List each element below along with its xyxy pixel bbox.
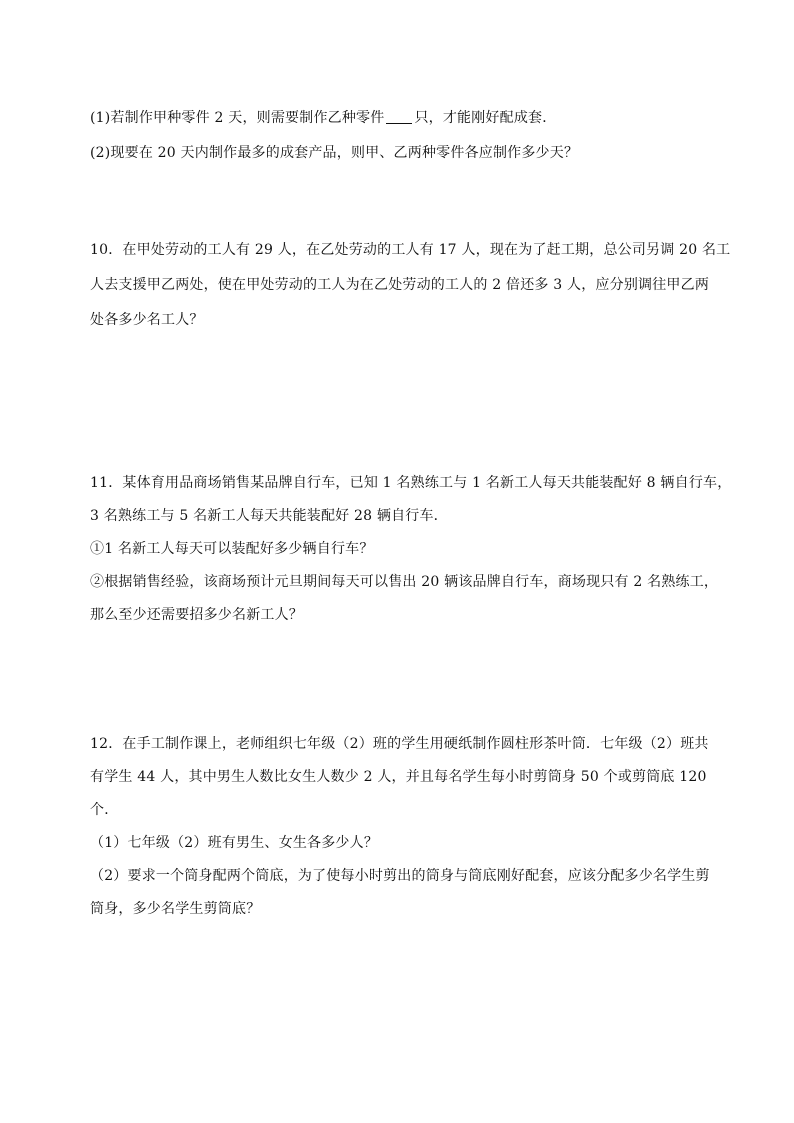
q12-line4: （1）七年级（2）班有男生、女生各多少人？ — [90, 835, 379, 851]
q12-line3: 个． — [90, 802, 119, 818]
q11-line4: ②根据销售经验，该商场预计元旦期间每天可以售出 20 辆该品牌自行车，商场现只有 2 名熟练工， — [90, 574, 719, 590]
q12-line6: 筒身，多少名学生剪筒底？ — [90, 901, 261, 917]
q11-line5: 那么至少还需要招多少名新工人？ — [90, 607, 303, 623]
q11-line2: 3 名熟练工与 5 名新工人每天共能装配好 28 辆自行车． — [90, 508, 448, 524]
q9-part2: (2)现要在 20 天内制作最多的成套产品，则甲、乙两种零件各应制作多少天？ — [90, 145, 579, 161]
q9-part1-after: 只，才能刚好配成套． — [414, 110, 557, 126]
q11-line3: ①1 名新工人每天可以装配好多少辆自行车？ — [90, 541, 374, 557]
q10-line1: 10．在甲处劳动的工人有 29 人，在乙处劳动的工人有 17 人，现在为了赶工期，总公司另调 20 名工 — [90, 242, 731, 258]
q12-line2: 有学生 44 人，其中男生人数比女生人数少 2 人，并且每名学生每小时剪筒身 50 个或剪筒底 120 — [90, 769, 707, 785]
q9-part1-before: (1)若制作甲种零件 2 天，则需要制作乙种零件 — [90, 110, 385, 126]
answer-blank[interactable] — [386, 109, 412, 124]
q9-part1 — [90, 108, 710, 128]
q12-line5: （2）要求一个筒身配两个筒底，为了使每小时剪出的筒身与筒底刚好配套，应该分配多少名学生剪 — [90, 868, 710, 884]
q11-line1: 11．某体育用品商场销售某品牌自行车，已知 1 名熟练工与 1 名新工人每天共能装配好 8 辆自行车， — [90, 475, 732, 491]
q12-line1: 12．在手工制作课上，老师组织七年级（2）班的学生用硬纸制作圆柱形茶叶筒．七年级（2）班共 — [90, 736, 709, 752]
q10-line2: 人去支援甲乙两处，使在甲处劳动的工人为在乙处劳动的工人的 2 倍还多 3 人，应分别调往甲乙两 — [90, 277, 710, 293]
q10-line3: 处各多少名工人？ — [90, 312, 204, 328]
